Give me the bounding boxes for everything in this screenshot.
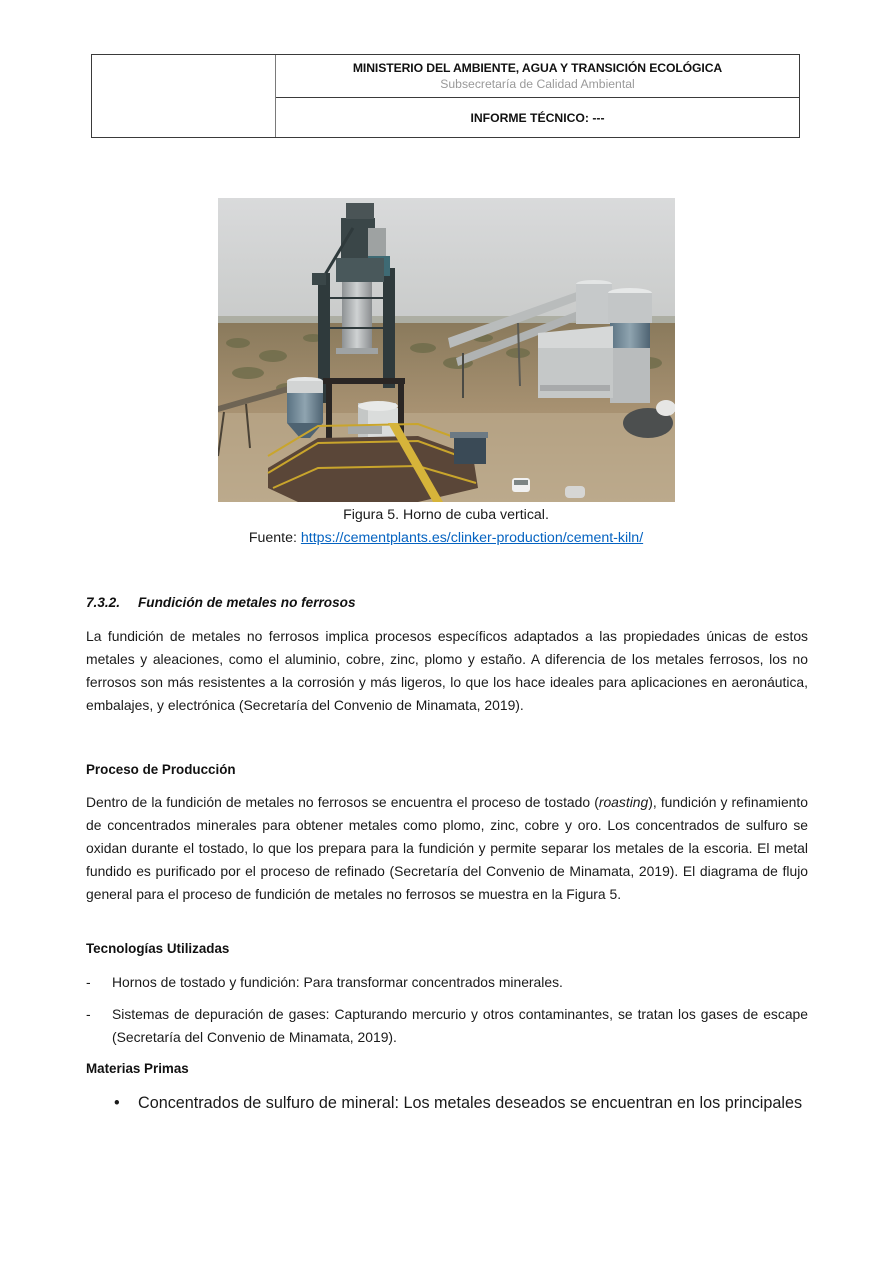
bullet-icon: •: [114, 1094, 120, 1112]
proceso-text-italic: roasting: [598, 794, 649, 810]
section-intro-paragraph: La fundición de metales no ferrosos implica procesos específicos adaptados a las propiedades únicas de estos metales y aleaciones, como el aluminio, cobre, zinc, plomo y estaño. A diferencia de los metales ferrosos, los no ferrosos son más resistentes a la corrosión y más ligeros, lo que los hace ideales para aplicaciones en aeronáutica, embalajes, y electrónica (Secretaría del Convenio de Minamata, 2019).: [86, 628, 808, 713]
tecnologias-heading: Tecnologías Utilizadas: [86, 941, 230, 956]
section-number: 7.3.2.: [86, 595, 121, 610]
list-item-text: Concentrados de sulfuro de mineral: Los metales deseados se encuentran en los principales: [138, 1094, 803, 1112]
tecnologias-list-item: [86, 971, 808, 994]
materias-heading: Materias Primas: [86, 1061, 189, 1076]
list-item-text: Hornos de tostado y fundición: Para transformar concentrados minerales.: [112, 974, 563, 990]
section-title: Fundición de metales no ferrosos: [138, 595, 356, 610]
proceso-text-after: ), fundición y refinamiento de concentrados minerales para obtener metales como plomo, zinc, cobre y oro. Los concentrados de sulfuro se oxidan durante el tostado, lo que los prepara para la fundición y permite separar los metales de la escoria. El metal fundido es purificado por el proceso de refinado (Secretaría del Convenio de Minamata, 2019). El diagrama de flujo general para el proceso de fundición de metales no ferrosos se muestra en la Figura 5.: [86, 794, 808, 902]
proceso-heading: Proceso de Producción: [86, 762, 236, 777]
kiln-shaft: [342, 282, 372, 350]
subsecretaria-name: Subsecretaría de Calidad Ambiental: [440, 77, 635, 91]
header-report-cell: [276, 98, 799, 137]
control-room: [454, 436, 486, 464]
figure-source: [200, 530, 692, 546]
list-dash-marker: -: [86, 974, 91, 990]
figure-kiln-photo: [218, 198, 675, 502]
document-header-table: [91, 54, 800, 138]
left-silo: [287, 377, 323, 438]
section-heading: [86, 595, 356, 610]
proceso-paragraph: [86, 791, 808, 906]
header-ministry-cell: [276, 55, 799, 98]
kiln-plant-image: [218, 198, 675, 502]
figure-caption: Figura 5. Horno de cuba vertical.: [343, 507, 549, 523]
report-title: INFORME TÉCNICO: ---: [470, 111, 605, 125]
ministry-name: MINISTERIO DEL AMBIENTE, AGUA Y TRANSICIÓN ECOLÓGICA: [352, 61, 723, 75]
materias-list-item: [114, 1091, 814, 1115]
figure-source-link[interactable]: https://cementplants.es/clinker-production/cement-kiln/: [300, 530, 644, 546]
proceso-text-before: Dentro de la fundición de metales no ferrosos se encuentra el proceso de tostado (: [86, 794, 599, 810]
tecnologias-list-item: [86, 1003, 808, 1049]
storage-shed: [538, 326, 613, 398]
list-dash-marker: -: [86, 1006, 91, 1022]
header-logo-cell: [92, 55, 276, 137]
figure-source-label: Fuente:: [248, 530, 301, 546]
list-item-text: Sistemas de depuración de gases: Capturando mercurio y otros contaminantes, se tratan los gases de escape (Secretaría del Convenio de Minamata, 2019).: [112, 1006, 808, 1045]
